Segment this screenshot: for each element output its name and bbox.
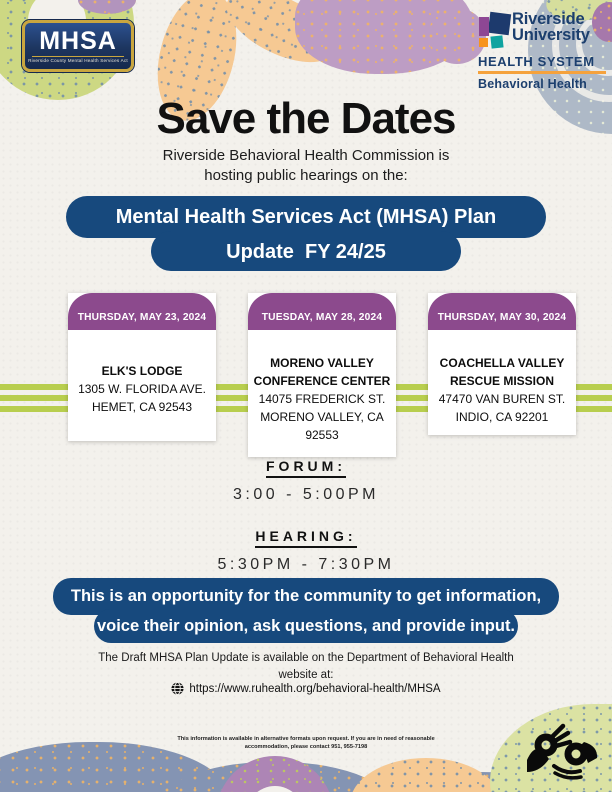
event-address-line: INDIO, CA 92201 (455, 410, 549, 424)
event-card-moreno-valley (248, 293, 396, 457)
event-address-line: 1305 W. FLORIDA AVE. (78, 382, 206, 396)
event-address-line: HEMET, CA 92543 (91, 400, 193, 414)
ruhs-logo-mark-icon (478, 12, 512, 52)
sign-language-interpreter-icon (524, 718, 602, 780)
ruhs-name-line2: University (512, 25, 590, 44)
event-address (433, 390, 571, 426)
page-subtitle (0, 146, 612, 185)
ruhs-orange-divider (478, 71, 606, 74)
title-banner-line1: Mental Health Services Act (MHSA) Plan (66, 196, 546, 238)
hearing-time: 5:30PM - 7:30PM (217, 556, 395, 573)
event-date-badge: TUESDAY, MAY 28, 2024 (248, 293, 396, 330)
event-date-badge: THURSDAY, MAY 30, 2024 (428, 293, 576, 330)
title-banner-line2: Update FY 24/25 (151, 231, 461, 271)
mhsa-logo-acronym: MHSA (39, 27, 117, 55)
subtitle-line2: hosting public hearings on the: (204, 166, 408, 184)
globe-icon (171, 682, 184, 695)
ruhs-mark-navy-square (488, 12, 511, 35)
ruhs-behavioral-health-label: Behavioral Health (478, 76, 587, 91)
availability-text (0, 650, 612, 683)
callout-banner-line2: voice their opinion, ask questions, and provide input. (94, 609, 518, 643)
website-url[interactable]: https://www.ruhealth.org/behavioral-health/MHSA (189, 682, 441, 695)
mhsa-logo (22, 20, 134, 72)
availability-line2: website at: (278, 668, 334, 681)
mhsa-logo-tagline: Riverside County Mental Health Services Act (28, 58, 128, 63)
mhsa-logo-rule (32, 56, 123, 57)
event-address-line: 92553 (305, 428, 339, 442)
website-row (0, 682, 612, 695)
fine-print-line1: This information is available in alternative formats upon request. If you are in need of reasonable (177, 736, 435, 742)
event-venue: ELK'S LODGE (101, 364, 183, 378)
page-title: Save the Dates (156, 94, 456, 143)
fine-print (156, 735, 456, 752)
availability-line1: The Draft MHSA Plan Update is available on the Department of Behavioral Health (98, 652, 514, 664)
event-card-hemet (68, 293, 216, 441)
event-card-indio (428, 293, 576, 435)
ruhs-name-line1: Riverside (512, 10, 585, 28)
subtitle-line1: Riverside Behavioral Health Commission is (162, 147, 450, 164)
event-venue: MORENO VALLEY CONFERENCE CENTER (253, 356, 391, 388)
orange-blob-decoration (350, 758, 502, 792)
ruhs-logo (478, 12, 606, 91)
event-date-badge: THURSDAY, MAY 23, 2024 (68, 293, 216, 330)
event-venue: COACHELLA VALLEY RESCUE MISSION (439, 356, 565, 388)
event-address-line: 47470 VAN BUREN ST. (438, 392, 566, 406)
event-address (73, 380, 211, 416)
ruhs-mark-orange-square (479, 38, 488, 47)
event-address-line: 14075 FREDERICK ST. (258, 392, 386, 406)
forum-time: 3:00 - 5:00PM (233, 486, 379, 503)
event-address (253, 390, 391, 444)
ruhs-mark-purple-square (479, 17, 489, 36)
ruhs-mark-teal-square (490, 35, 503, 48)
callout-banner-line1: This is an opportunity for the community to get information, (53, 578, 559, 615)
hearing-label: HEARING: (255, 528, 356, 548)
schedule-section (0, 458, 612, 598)
forum-label: FORUM: (266, 458, 346, 478)
fine-print-line2: accommodation, please contact 951, 955-7198 (244, 744, 368, 751)
ruhs-health-system-label: HEALTH SYSTEM (478, 54, 595, 69)
event-address-line: MORENO VALLEY, CA (260, 410, 384, 424)
